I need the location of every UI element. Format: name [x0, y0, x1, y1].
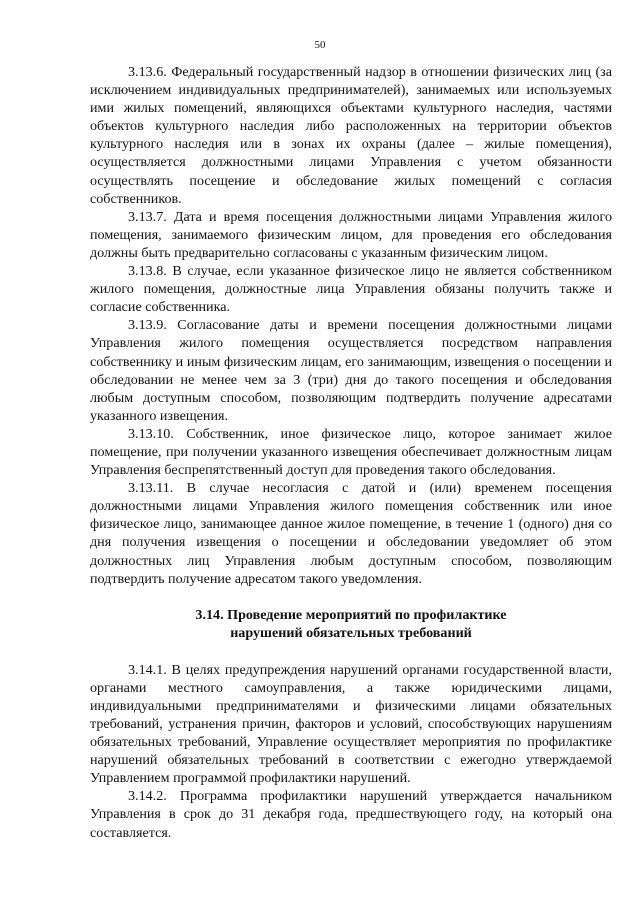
paragraph-3-13-7: 3.13.7. Дата и время посещения должностными лицами Управления жилого помещения, занимаемого физическим лицом, для проведения его обследования должны быть предварительно согласованы с указанным физическим лицом. — [90, 208, 612, 261]
paragraph-3-13-10: 3.13.10. Собственник, иное физическое лицо, которое занимает жилое помещение, при получении указанного извещения обеспечивает должностным лицам Управления беспрепятственный доступ для проведения такого обследования. — [90, 425, 612, 479]
page-number: 50 — [314, 39, 326, 51]
paragraph-3-14-2: 3.14.2. Программа профилактики нарушений утверждается начальником Управления в срок до 31 декабря года, предшествующего году, на который она составляется. — [90, 788, 612, 841]
paragraph-3-13-11: 3.13.11. В случае несогласия с датой и (или) временем посещения должностными лицами Управления жилого помещения собственник или иное физическое лицо, занимающее данное жилое помещение, в течение 1 (одного) дня со дня получения извещения о посещении и обследовании уведомляет об этом должностных лиц Управления любым доступным способом, позволяющим подтвердить получение адресатом такого уведомления. — [90, 480, 612, 587]
paragraph-3-13-9: 3.13.9. Согласование даты и времени посещения должностными лицами Управления жилого помещения осуществляется посредством направления собственнику и иным физическим лицам, его занимающим, извещения о посещении и обследовании не менее чем за 3 (три) дня до такого посещения и обследования любым доступным способом, позволяющим подтвердить получение адресатами указанного извещения. — [90, 317, 612, 424]
section-heading-line-2: нарушений обязательных требований — [230, 625, 472, 642]
section-heading — [90, 606, 612, 643]
paragraph-3-14-1: 3.14.1. В целях предупреждения нарушений органами государственной власти, органами местного самоуправления, а также юридическими лицами, индивидуальными предпринимателями и физическими лицами обязательных требований, устранения причин, факторов и условий, способствующих нарушениям обязательных требований, Управление осуществляет мероприятия по профилактике нарушений обязательных требований в соответствии с ежегодно утверждаемой Управлением программой профилактики нарушений. — [90, 661, 612, 787]
paragraph-3-13-6: 3.13.6. Федеральный государственный надзор в отношении физических лиц (за исключением индивидуальных предпринимателей), занимаемых или используемых ими жилых помещений, являющихся объектами культурного наследия, частями объектов культурного наследия либо расположенных на территории объектов культурного наследия или в зонах их охраны (далее – жилые помещения), осуществляется должностными лицами Управления с учетом обязанности осуществлять посещение и обследование жилых помещений с согласия собственников. — [90, 64, 612, 207]
section-heading-line-1: 3.14. Проведение мероприятий по профилактике — [195, 606, 507, 623]
document-body — [90, 63, 612, 842]
paragraph-3-13-8: 3.13.8. В случае, если указанное физическое лицо не является собственником жилого помещения, должностные лица Управления обязаны получить также и согласие собственника. — [90, 263, 612, 316]
